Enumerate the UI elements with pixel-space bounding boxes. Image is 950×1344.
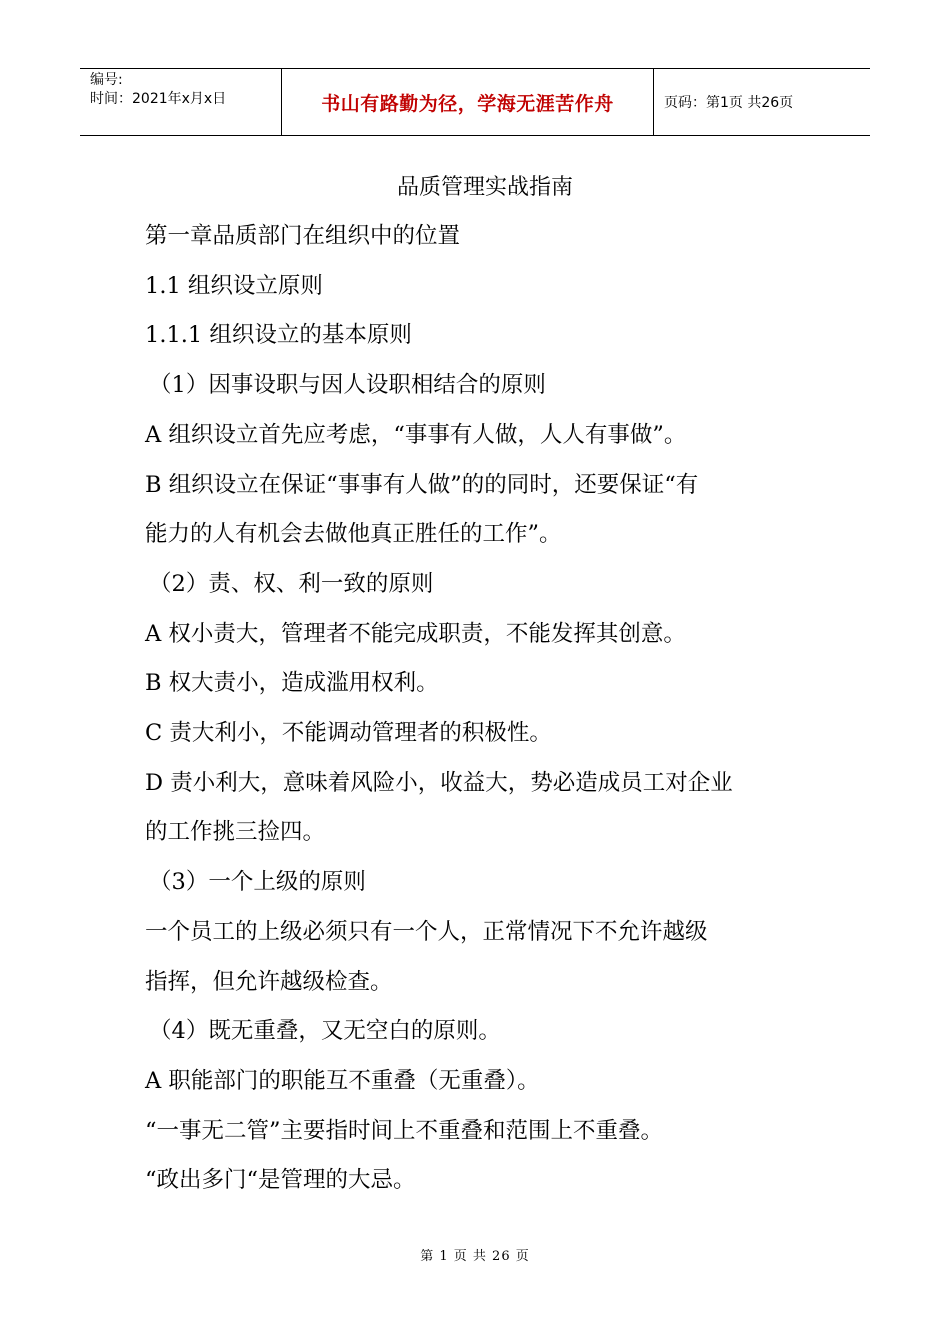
paragraph-line: 的工作挑三捡四。 (145, 819, 326, 846)
section-heading: 1.1 组织设立原则 (145, 272, 323, 299)
paragraph-line: B 组织设立在保证“事事有人做”的的同时，还要保证“有 (145, 471, 699, 498)
principle-heading: （4）既无重叠，又无空白的原则。 (149, 1018, 501, 1045)
header-meta-cell (80, 69, 282, 135)
paragraph-line: 一个员工的上级必须只有一个人，正常情况下不允许越级 (145, 918, 708, 945)
chapter-heading: 第一章品质部门在组织中的位置 (145, 223, 461, 249)
page-footer (0, 1245, 950, 1264)
number-label: 编号: (90, 72, 123, 88)
header-motto-cell (282, 69, 654, 135)
document-title: 品质管理实战指南 (396, 175, 573, 200)
paragraph-line: C 责大利小，不能调动管理者的积极性。 (145, 720, 552, 747)
paragraph-line: B 权大责小，造成滥用权利。 (145, 670, 439, 697)
motto-text: 书山有路勤为径，学海无涯苦作舟 (321, 92, 614, 115)
principle-heading: （1）因事设职与因人设职相结合的原则 (149, 372, 546, 399)
paragraph-line: A 职能部门的职能互不重叠（无重叠）。 (145, 1067, 540, 1094)
page-info: 页码：第1页 共26页 (664, 95, 794, 111)
document-body (145, 163, 815, 1206)
principle-heading: （3）一个上级的原则 (149, 869, 366, 896)
paragraph-line: A 权小责大，管理者不能完成职责，不能发挥其创意。 (145, 620, 686, 647)
principle-heading: （2）责、权、利一致的原则 (149, 570, 434, 597)
paragraph-line: 能力的人有机会去做他真正胜任的工作”。 (145, 521, 562, 548)
paragraph-line: “政出多门“是管理的大忌。 (145, 1167, 416, 1194)
time-label: 时间：2021年x月x日 (90, 91, 227, 107)
header-page-cell (654, 69, 870, 135)
subsection-heading: 1.1.1 组织设立的基本原则 (145, 322, 412, 349)
document-header (80, 68, 870, 136)
paragraph-line: “一事无二管”主要指时间上不重叠和范围上不重叠。 (145, 1117, 664, 1144)
paragraph-line: 指挥，但允许越级检查。 (145, 968, 393, 995)
paragraph-line: A 组织设立首先应考虑，“事事有人做，人人有事做”。 (145, 421, 687, 448)
footer-page-number: 第 1 页 共 26 页 (420, 1249, 530, 1264)
paragraph-line: D 责小利大，意味着风险小，收益大，势必造成员工对企业 (145, 769, 733, 796)
